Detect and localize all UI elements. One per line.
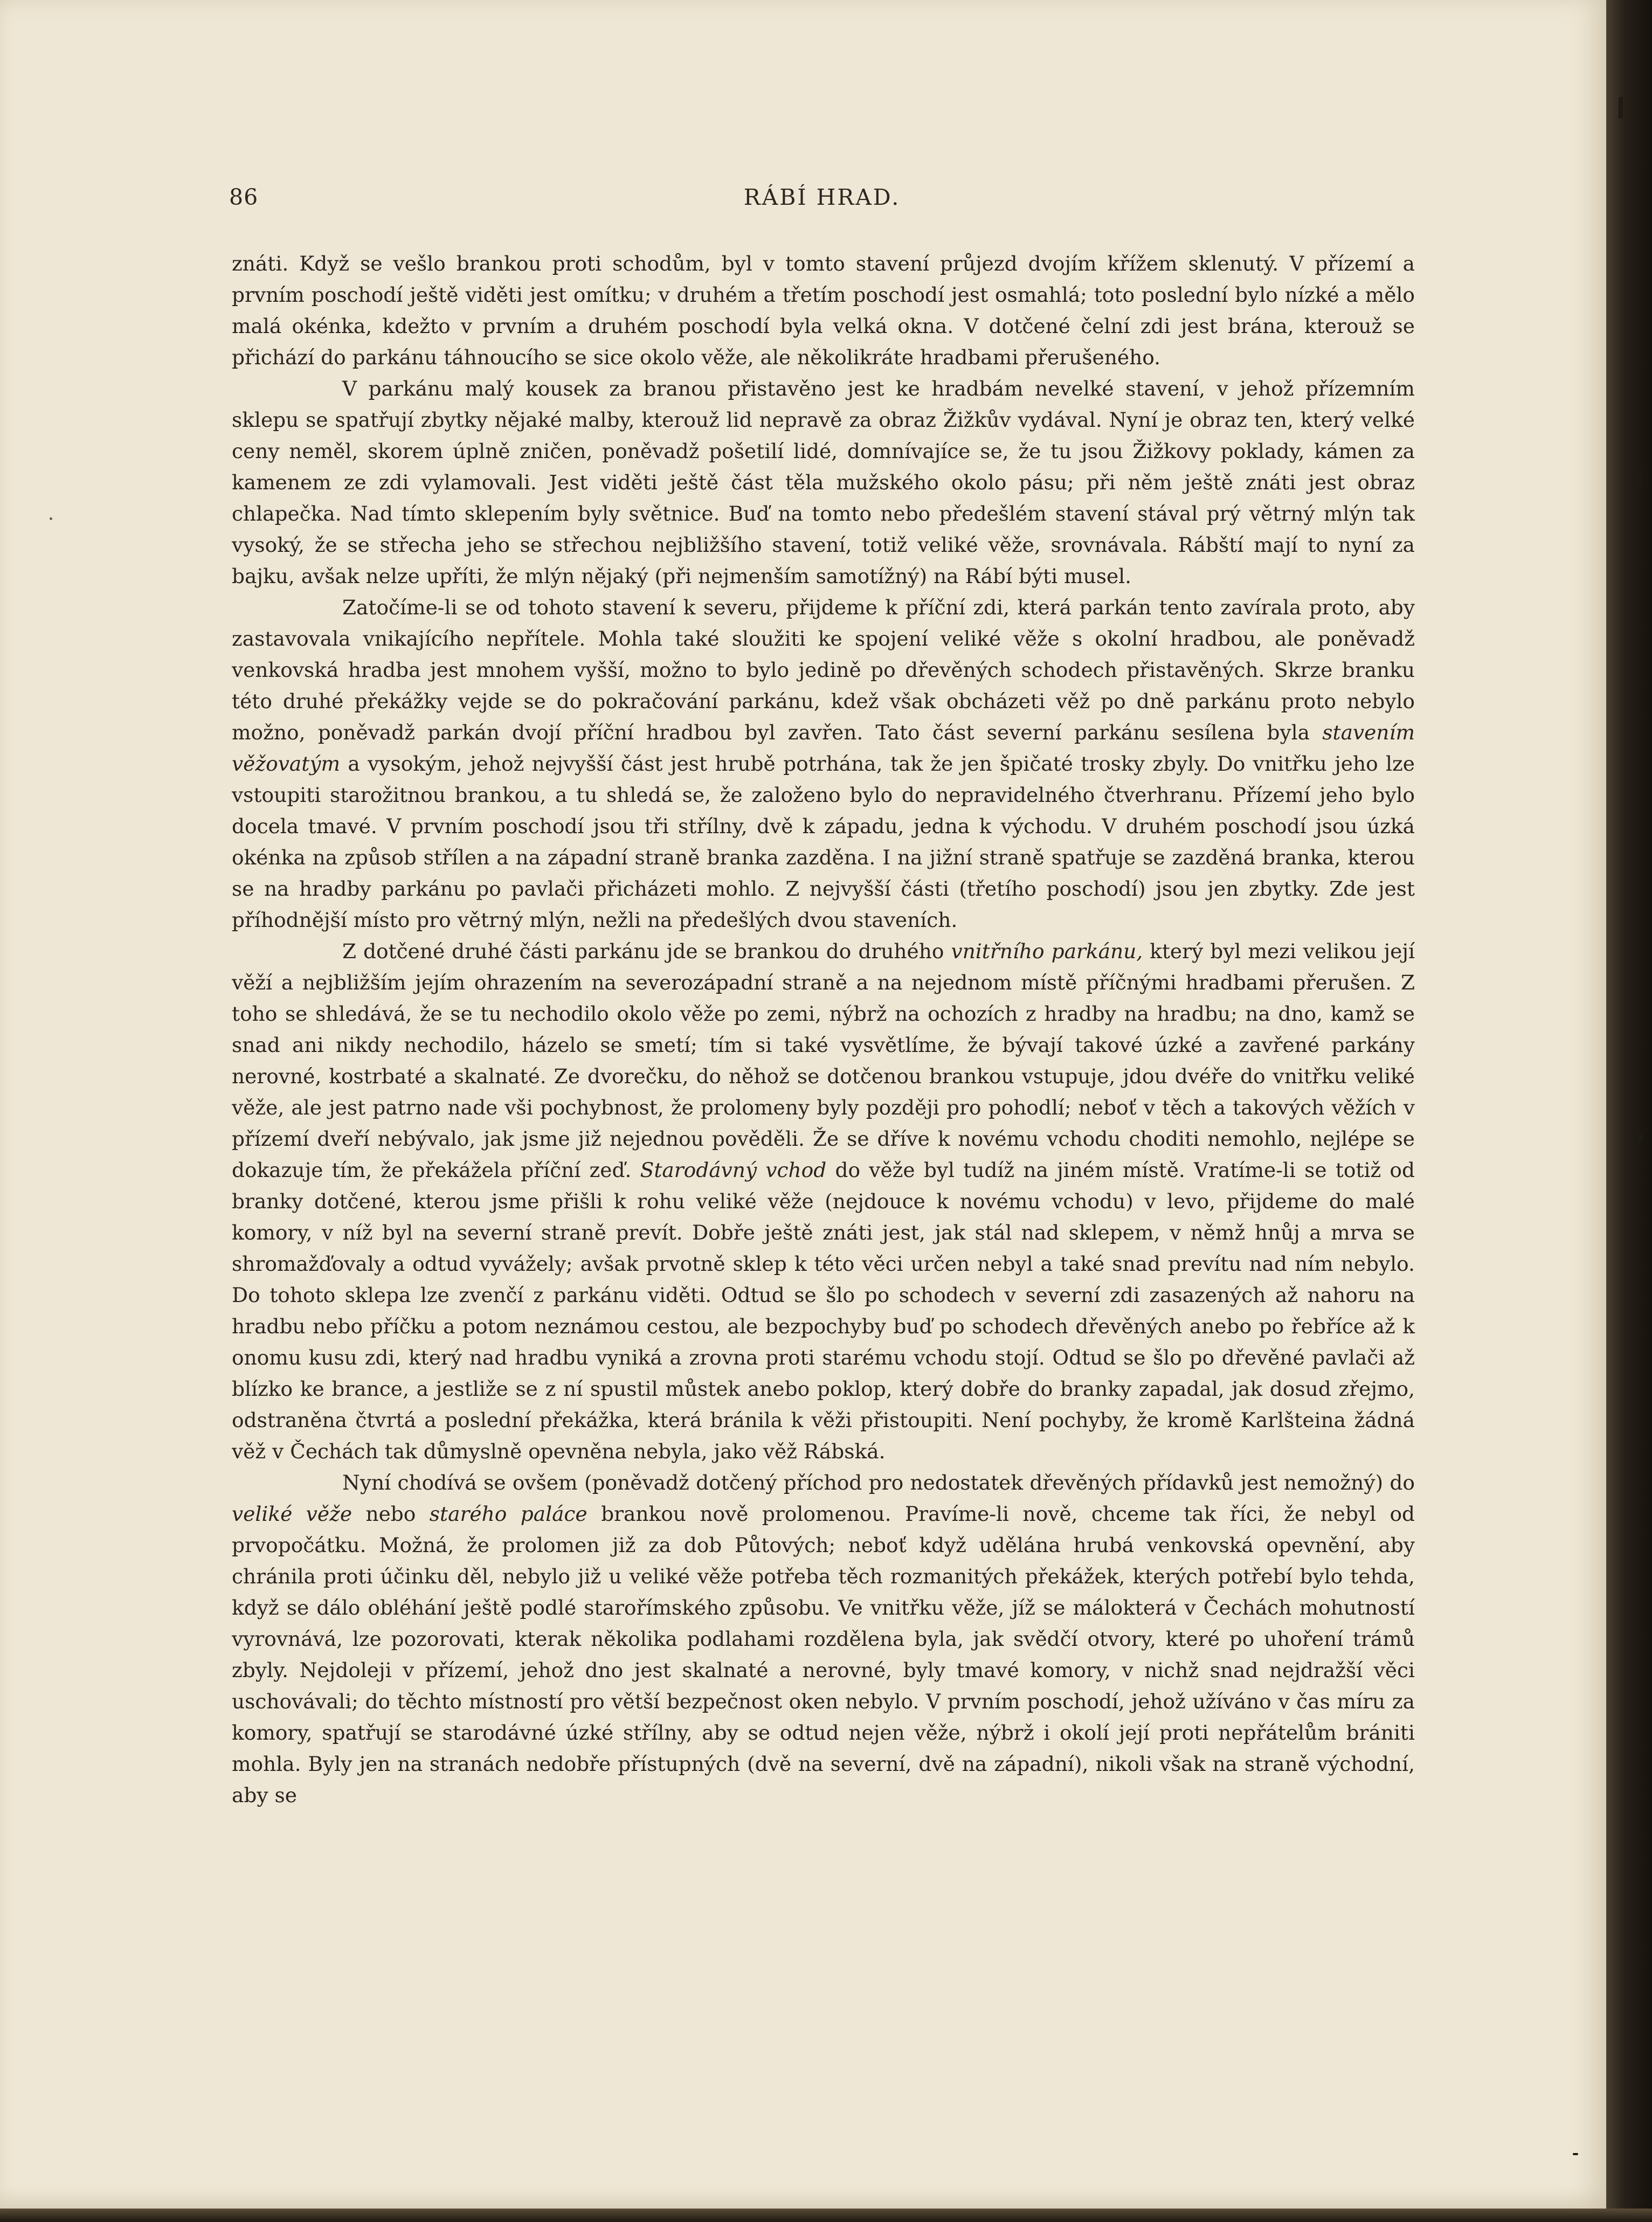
paragraph-text: nebo <box>365 1502 416 1526</box>
page-header <box>229 184 1415 217</box>
binding-mark <box>1634 474 1642 485</box>
italic-term: veliké věže <box>232 1502 352 1526</box>
paragraph <box>232 1467 1415 1811</box>
paragraph-text: který byl mezi velikou její věží a nejbližším jejím ohrazením na severozápadní straně a na nejednom místě příčnými hradbami přerušen. Z toho se shledává, že se tu nechodilo okolo věže po zemi, nýbrž na ochozích z hradby na hradbu; na dno, kamž se snad ani nikdy nechodilo, házelo se smetí; tím si také vysvětlíme, že bývají takové úzké a zavřené parkány nerovné, kostrbaté a skalnaté. Ze dvorečku, do něhož se dotčenou brankou vstupuje, jdou dvéře do vnitřku veliké věže, ale jest patrno nade vši pochybnost, že prolomeny byly později pro pohodlí; neboť v těch a takových věžích v přízemí dveří nebývalo, jak jsme již nejednou pověděli. Že se dříve k novému vchodu choditi nemohlo, nejlépe se dokazuje tím, že překážela příční zeď. <box>232 939 1415 1182</box>
italic-term: Starodávný vchod <box>640 1158 827 1182</box>
scan-edge-right <box>1606 0 1652 2222</box>
paragraph <box>232 936 1415 1467</box>
paragraph-text: do věže byl tudíž na jiném místě. Vratíme-li se totiž od branky dotčené, kterou jsme přišli k rohu veliké věže (nejdouce k novému vchodu) v levo, přijdeme do malé komory, v níž byl na severní straně prevít. Dobře ještě znáti jest, jak stál nad sklepem, v němž hnůj a mrva se shromažďovaly a odtud vyvážely; avšak prvotně sklep k této věci určen nebyl a také snad prevítu nad ním nebylo. Do tohoto sklepa lze zvenčí z parkánu viděti. Odtud se šlo po schodech v severní zdi zasazených až nahoru na hradbu nebo příčku a potom neznámou cestou, ale bezpochyby buď po schodech dřevěných anebo po řebříce až k onomu kusu zdi, který nad hradbu vyniká a zrovna proti starému vchodu stojí. Odtud se šlo po dřevěné pavlači až blízko ke brance, a jestliže se z ní spustil můstek anebo poklop, který dobře do branky zapadal, jak dosud zřejmo, odstraněna čtvrtá a poslední překážka, která bránila k věži přistoupiti. Není pochyby, že kromě Karlšteina žádná věž v Čechách tak důmyslně opevněna nebyla, jako věž Rábská. <box>232 1158 1415 1463</box>
paragraph-text: a vysokým, jehož nejvyšší část jest hrubě potrhána, tak že jen špičaté trosky zbyly. Do vnitřku jeho lze vstoupiti starožitnou brankou, a tu shledá se, že založeno bylo do nepravidelného čtverhranu. Přízemí jeho bylo docela tmavé. V prvním poschodí jsou tři střílny, dvě k západu, jedna k východu. V druhém poschodí jsou úzká okénka na způsob střílen a na západní straně branka zazděna. I na jižní straně spatřuje se zazděná branka, kterou se na hradby parkánu po pavlači přicházeti mohlo. Z nejvyšší části (třetího poschodí) jsou jen zbytky. Zde jest příhodnější místo pro větrný mlýn, nežli na předešlých dvou staveních. <box>232 752 1415 932</box>
paragraph: V parkánu malý kousek za branou přistavěno jest ke hradbám nevelké stavení, v jehož přízemním sklepu se spatřují zbytky nějaké malby, kterouž lid nepravě za obraz Žižkův vydával. Nyní je obraz ten, který velké ceny neměl, skorem úplně zničen, poněvadž pošetilí lidé, domnívajíce se, že tu jsou Žižkovy poklady, kámen za kamenem ze zdi vylamovali. Jest viděti ještě část těla mužského okolo pásu; při něm ještě znáti jest obraz chlapečka. Nad tímto sklepením byly světnice. Buď na tomto nebo předešlém stavení stával prý větrný mlýn tak vysoký, že se střecha jeho se střechou nejbližšího stavení, totiž veliké věže, srovnávala. Rábští mají to nyní za bajku, avšak nelze upříti, že mlýn nějaký (při nejmenším samotížný) na Rábí býti musel. <box>232 377 1415 588</box>
paragraph-text: brankou nově prolomenou. Pravíme-li nově, chceme tak říci, že nebyl od prvopočátku. Možná, že prolomen již za dob Půtových; neboť když udělána hrubá venkovská opevnění, aby chránila proti účinku děl, nebylo již u veliké věže potřeba těch rozmanitých překážek, kterých potřebí bylo tehda, když se dálo obléhání ještě podlé starořímského způsobu. Ve vnitřku věže, jíž se málokterá v Čechách mohutností vyrovnává, lze pozorovati, kterak několika podlahami rozdělena byla, jak svědčí otvory, které po uhoření trámů zbyly. Nejdoleji v přízemí, jehož dno jest skalnaté a nerovné, byly tmavé komory, v nichž snad nejdražší věci uschovávali; do těchto místností pro větší bezpečnost oken nebylo. V prvním poschodí, jehož užíváno v čas míru za komory, spatřují se starodávné úzké střílny, aby se odtud nejen věže, nýbrž i okolí její proti nepřátelům brániti mohla. Byly jen na stranách nedobře přístupných (dvě na severní, dvě na západní), nikoli však na straně východní, aby se <box>232 1502 1415 1807</box>
body-text <box>232 248 1415 1811</box>
italic-term: vnitřního parkánu, <box>951 939 1143 963</box>
scan-speck <box>50 517 52 520</box>
binding-mark <box>1619 97 1623 119</box>
paragraph-text: Z dotčené druhé části parkánu jde se brankou do druhého <box>342 939 944 963</box>
paragraph: znáti. Když se vešlo brankou proti schodům, byl v tomto stavení průjezd dvojím křížem sklenutý. V přízemí a prvním poschodí ještě viděti jest omítku; v druhém a třetím poschodí jest osmahlá; toto poslední bylo nízké a mělo malá okénka, kdežto v prvním a druhém poschodí byla velká okna. V dotčené čelní zdi jest brána, kterouž se přichází do parkánu táhnoucího se sice okolo věže, ale několikráte hradbami přerušeného. <box>232 252 1415 369</box>
scan-edge-bottom <box>0 2209 1652 2222</box>
paragraph <box>232 592 1415 936</box>
running-title: RÁBÍ HRAD. <box>743 184 901 210</box>
italic-term: starého paláce <box>429 1502 587 1526</box>
paragraph-text: Nyní chodívá se ovšem (poněvadž dotčený příchod pro nedostatek dřevěných přídavků jest nemožný) do <box>342 1471 1415 1494</box>
paragraph-text: Zatočíme-li se od tohoto stavení k severu, přijdeme k příční zdi, která parkán tento zavírala proto, aby zastavovala vnikajícího nepřítele. Mohla také sloužiti ke spojení veliké věže s okolní hradbou, ale poněvadž venkovská hradba jest mnohem vyšší, možno to bylo jedině po dřevěných schodech přistavěných. Skrze branku této druhé překážky vejde se do pokračování parkánu, kdež však obcházeti věž po dně parkánu proto nebylo možno, poněvadž parkán dvojí příční hradbou byl zavřen. Tato část severní parkánu sesílena byla <box>232 596 1415 744</box>
binding-mark <box>1633 1132 1643 1144</box>
italic-term: stavením věžovatým <box>232 721 1415 776</box>
scan-speck <box>1573 2153 1578 2155</box>
page-number: 86 <box>229 184 259 210</box>
